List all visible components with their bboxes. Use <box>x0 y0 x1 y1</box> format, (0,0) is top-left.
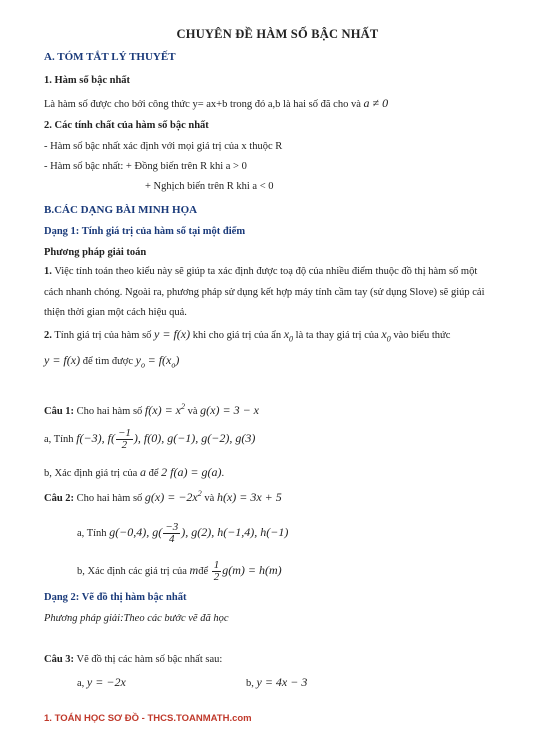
definition-text: Là hàm số được cho bởi công thức y= ax+b trong đó a,b là hai số đã cho và <box>44 99 361 110</box>
dang-1-heading: Dạng 1: Tính giá trị của hàm số tại một điểm <box>44 226 246 237</box>
question-1a-fraction <box>116 428 133 451</box>
g2-sup: 2 <box>197 489 202 498</box>
property-3: + Nghịch biến trên R khi a < 0 <box>145 181 274 192</box>
a-not-zero-math: a ≠ 0 <box>363 96 389 110</box>
method-point-2-text-a: Tính giá trị của hàm số <box>54 330 152 341</box>
method-point-2-text-b: khi cho giá trị của ẩn <box>192 330 282 341</box>
question-3b-label: b, <box>246 678 254 689</box>
question-1 <box>44 402 259 418</box>
question-1b <box>44 465 224 480</box>
question-1a <box>44 428 255 451</box>
fraction-denominator: 2 <box>213 571 220 583</box>
question-2a-math-end: ), g(2), h(−1,4), h(−1) <box>181 524 289 539</box>
property-1: - Hàm số bậc nhất xác định với mọi giá trị của x thuộc R <box>44 141 283 152</box>
question-1a-text: a, Tính <box>44 433 74 445</box>
y0-sub: o <box>140 360 145 370</box>
question-2b <box>77 560 282 583</box>
method-point-2-number: 2. <box>44 330 52 341</box>
footer-text: TOÁN HỌC SƠ ĐỒ - THCS.TOANMATH.com <box>54 713 252 724</box>
x0-sub: 0 <box>289 334 294 344</box>
hx-math: h(x) = 3x + 5 <box>216 490 282 504</box>
fraction-numerator: −1 <box>117 427 131 439</box>
question-2b-mid: để <box>198 565 209 577</box>
question-3-text: Vẽ đồ thị các hàm số bậc nhất sau: <box>76 654 223 665</box>
g2-math <box>145 490 202 504</box>
a-var: a <box>139 465 146 479</box>
question-2 <box>44 489 282 505</box>
section-a-heading: A. TÓM TẮT LÝ THUYẾT <box>44 51 176 63</box>
y0-var: y <box>135 353 141 367</box>
section-b-heading: B.CÁC DẠNG BÀI MINH HỌA <box>44 204 198 216</box>
gx-math: g(x) = 3 − x <box>200 403 260 417</box>
fx0-close: ) <box>175 353 180 367</box>
method-point-2-text-c: là ta thay giá trị của <box>295 330 379 341</box>
x0-var: x <box>283 327 290 341</box>
heading-2: 2. Các tính chất của hàm số bậc nhất <box>44 120 209 131</box>
footer-page-number: 1. <box>44 713 52 724</box>
fx-sup: 2 <box>181 402 185 411</box>
property-2: - Hàm số bậc nhất: + Đồng biến trên R khi a > 0 <box>44 161 247 172</box>
page-footer <box>44 713 252 724</box>
question-1b-period: . <box>221 468 225 479</box>
question-2b-text: b, Xác định các giá trị của <box>77 565 187 577</box>
x0-var-2: x <box>381 327 387 341</box>
question-2a <box>77 522 288 545</box>
y-equals-fx-math: y = f(x) <box>154 327 191 341</box>
y-equals-fx-math-2: y = f(x) <box>44 353 81 367</box>
y0-math <box>135 353 145 370</box>
question-1b-equation: 2 f(a) = g(a) <box>161 465 222 479</box>
question-1-label: Câu 1: <box>44 406 75 417</box>
question-2b-equation: g(m) = h(m) <box>222 562 282 577</box>
heading-1: 1. Hàm số bậc nhất <box>44 75 131 86</box>
question-1a-math-start: f(−3), f( <box>76 430 115 445</box>
question-1a-math-end: ), f(0), g(−1), g(−2), g(3) <box>133 430 256 445</box>
method-point-1-line-3: thiện thời gian một cách hiệu quả. <box>44 307 187 318</box>
method-heading: Phương pháp giải toán <box>44 247 147 258</box>
question-3b-math: y = 4x − 3 <box>256 675 308 689</box>
question-3 <box>44 654 222 665</box>
fx-expr: f(x) = x <box>144 403 181 417</box>
question-2-text-b: và <box>204 493 215 504</box>
question-2a-fraction <box>163 522 180 545</box>
page-title: CHUYÊN ĐỀ HÀM SỐ BẬC NHẤT <box>176 27 379 41</box>
question-1-text-b: và <box>187 406 198 417</box>
dang-2-heading: Dạng 2: Vẽ đồ thị hàm bậc nhất <box>44 592 187 603</box>
method-point-1-line-1: Việc tính toán theo kiểu này sẽ giúp ta xác định được toạ độ của nhiều điểm thuộc đồ thị hàm số một <box>54 266 478 277</box>
question-2a-text: a, Tính <box>77 527 107 539</box>
question-3a-math: y = −2x <box>86 675 126 689</box>
fx0-sub: o <box>171 360 176 370</box>
fx0-open: = f(x <box>147 353 172 367</box>
definition-line <box>44 96 388 111</box>
x0-math-2 <box>381 327 391 344</box>
method-point-2 <box>44 327 450 343</box>
fx0-math <box>147 353 180 370</box>
question-2a-math-start: g(−0,4), g( <box>109 524 163 539</box>
method-point-1-number: 1. <box>44 266 52 277</box>
method-point-1-line-2: cách nhanh chóng. Ngoài ra, phương pháp sử dụng kết hợp máy tính cầm tay (sử dụng Slove) sẽ giúp cải <box>44 287 485 298</box>
x0-math-1 <box>283 327 294 344</box>
method-point-2-text-d: vào biểu thức <box>393 330 451 341</box>
fraction-denominator: 4 <box>169 533 175 545</box>
fx-math <box>145 403 185 417</box>
method-point-2-find-text: để tìm được <box>82 356 134 367</box>
question-3-label: Câu 3: <box>44 654 75 665</box>
method-point-1 <box>44 266 477 277</box>
question-2-label: Câu 2: <box>44 493 75 504</box>
method-point-2-line-2 <box>44 353 179 369</box>
question-1b-mid: để <box>148 468 159 479</box>
question-3a-label: a, <box>77 678 85 689</box>
question-2-text-a: Cho hai hàm số <box>76 493 143 504</box>
question-1b-text: b, Xác định giá trị của <box>44 468 138 479</box>
fraction-numerator: −3 <box>165 521 179 533</box>
fraction-numerator: 1 <box>213 559 220 571</box>
question-1-text-a: Cho hai hàm số <box>76 406 143 417</box>
x0-sub-2: 0 <box>386 334 391 344</box>
m-var: m <box>189 562 199 577</box>
dang-2-method: Phương pháp giải:Theo các bước vẽ đã học <box>44 613 229 624</box>
fraction-denominator: 2 <box>121 439 128 451</box>
question-3b <box>246 675 307 690</box>
g2-expr: g(x) = −2x <box>144 490 198 504</box>
question-2b-fraction <box>212 560 222 583</box>
question-3a <box>77 675 126 690</box>
